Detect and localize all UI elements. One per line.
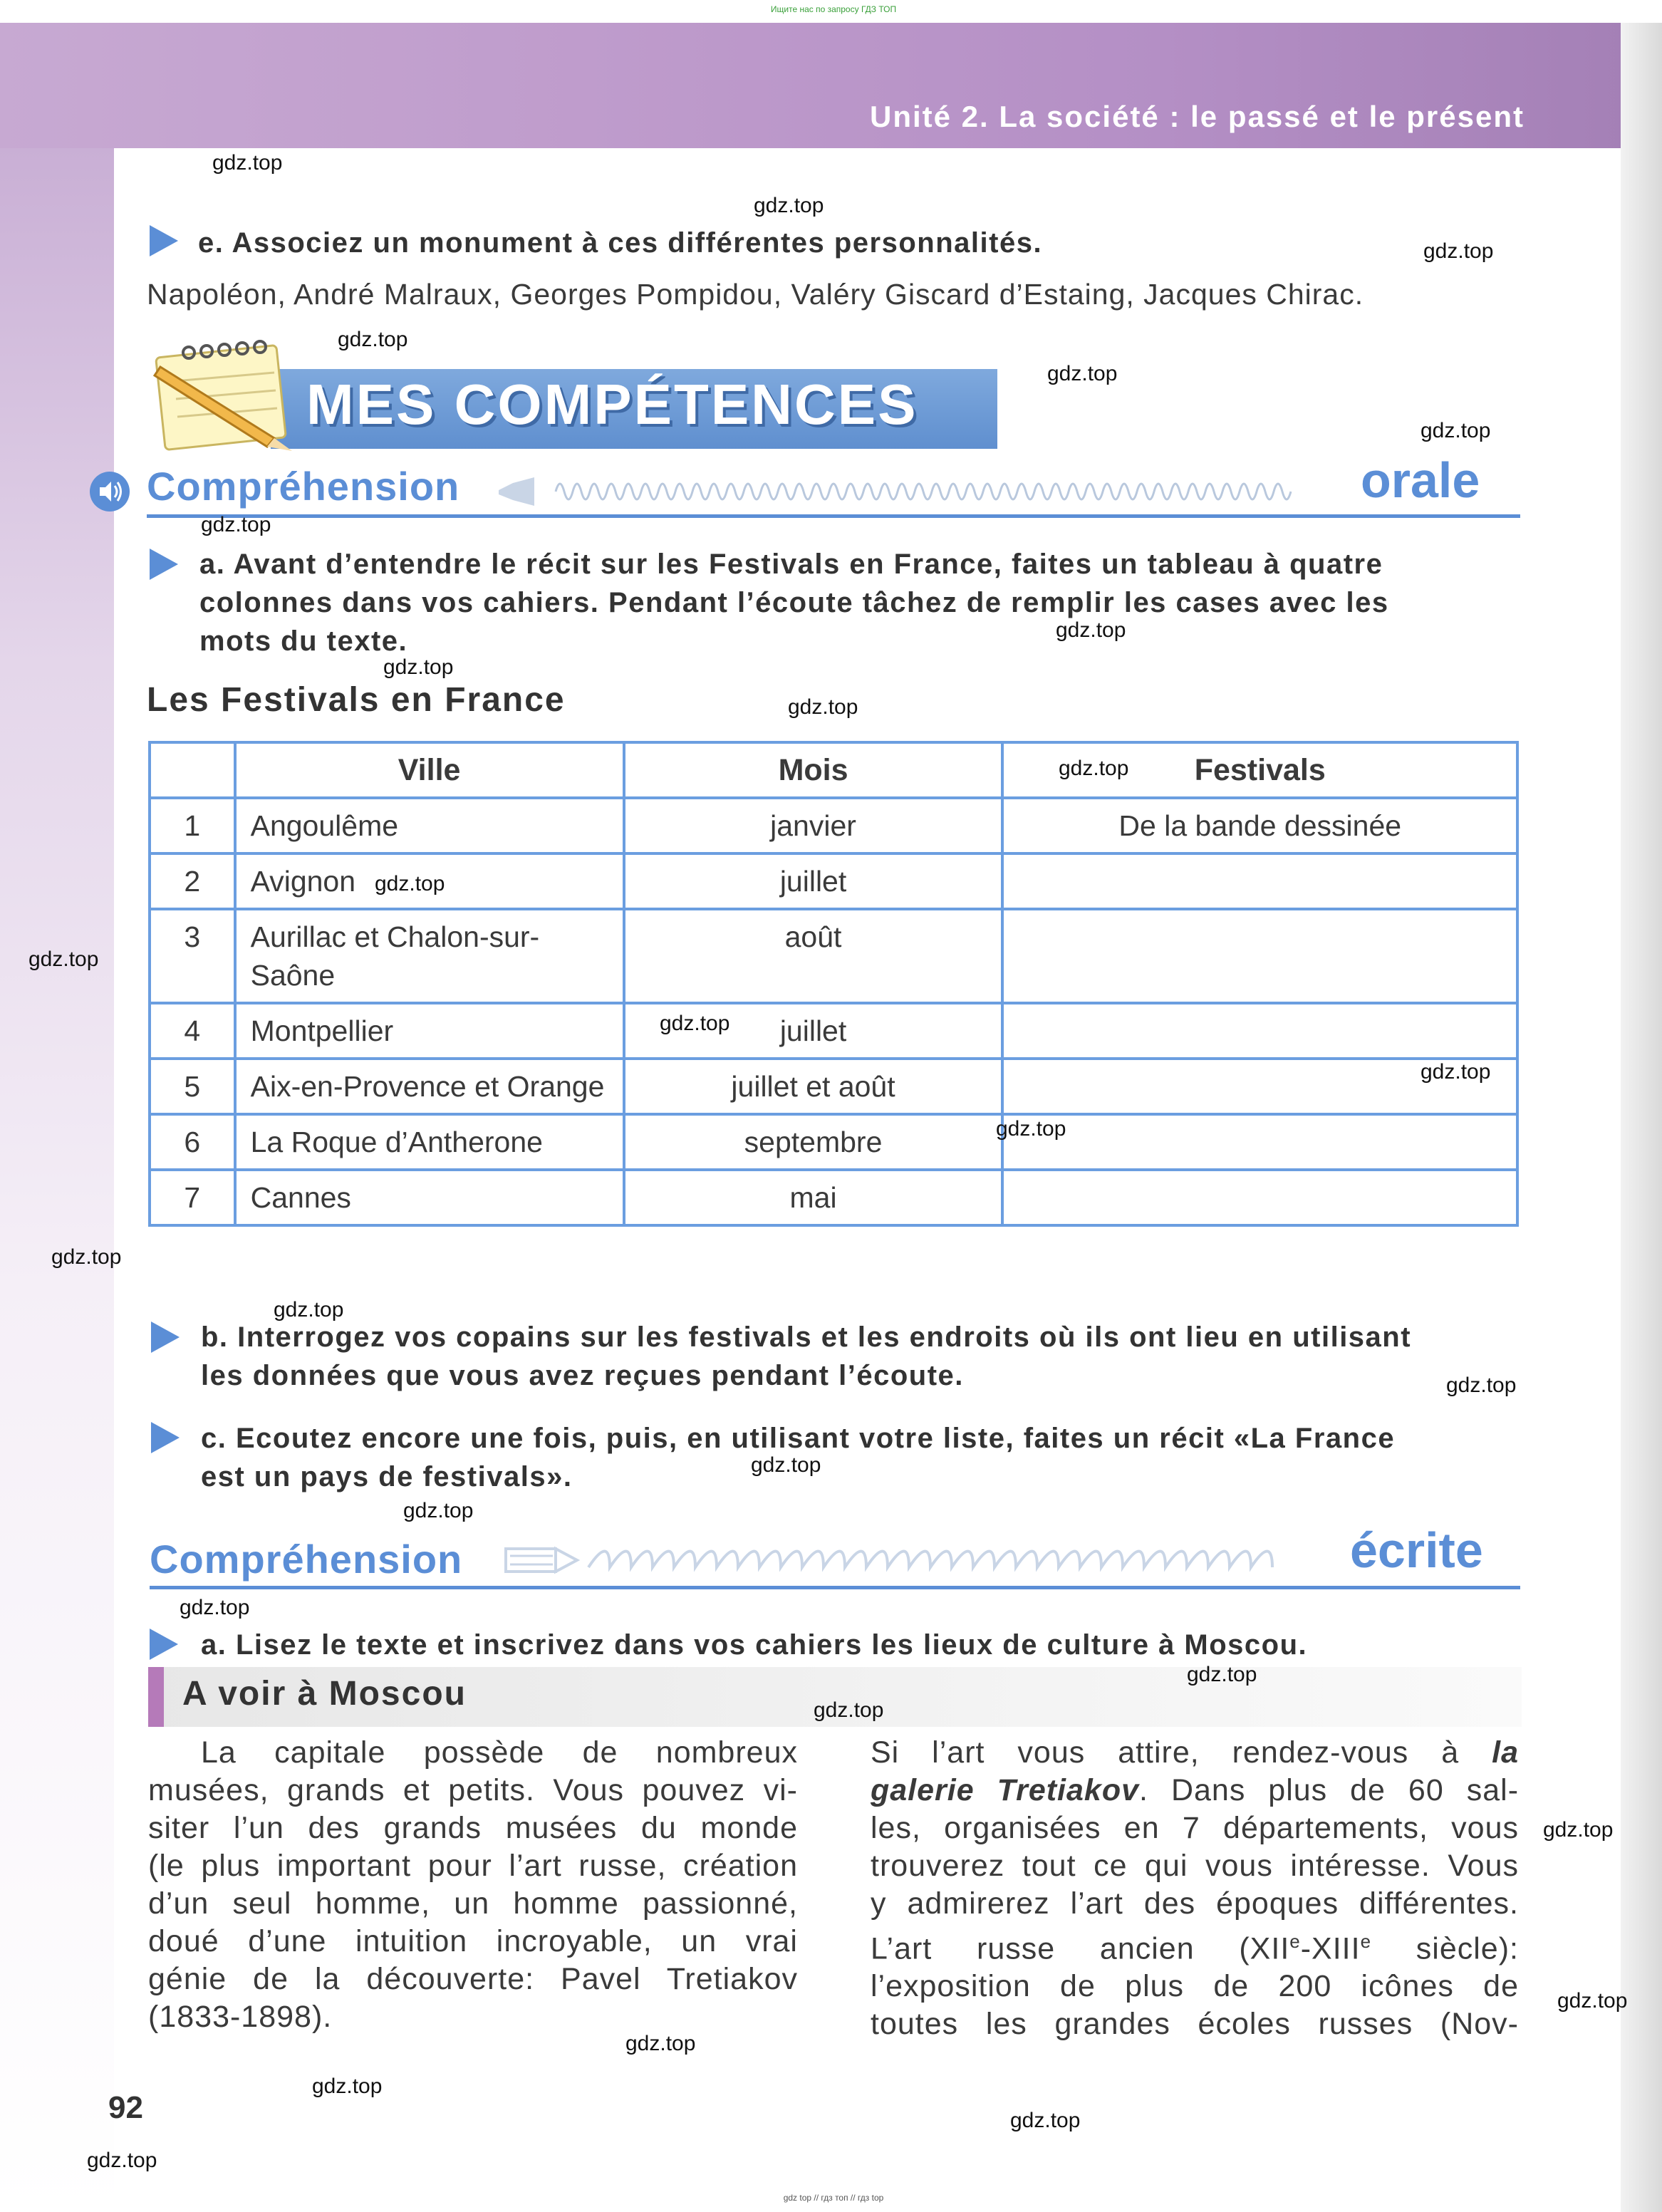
bottom-note: gdz top // гдз топ // гдз top [783,2193,884,2203]
text-line: siter l’un des grands musées du monde [148,1811,798,1845]
personalities-list: Napoléon, André Malraux, Georges Pompidou, Valéry Giscard d’Estaing, Jacques Chirac. [147,278,1364,311]
page-gutter-shadow [1621,23,1662,2212]
row-number: 4 [150,1003,235,1059]
table-row [150,1170,1517,1225]
instruction-line: colonnes dans vos cahiers. Pendant l’écoute tâchez de remplir les cases avec les [199,587,1389,618]
cell-ville: Angoulême [235,798,624,853]
cell-festival: De la bande dessinée [1002,798,1517,853]
watermark: gdz.top [788,695,858,719]
cell-mois: janvier [624,798,1003,853]
exercise-arrow-icon [150,225,178,256]
text-line: (le plus important pour l’art russe, création [148,1849,798,1883]
cell-ville: Cannes [235,1170,624,1225]
cell-ville: Avignon [235,853,624,909]
table-row [150,1114,1517,1170]
unit-title: Unité 2. La société : le passé et le présent [870,100,1525,133]
cell-ville: Aurillac et Chalon-sur-Saône [235,909,624,1003]
watermark: gdz.top [403,1499,474,1522]
watermark: gdz.top [1059,757,1129,780]
table-row [150,1059,1517,1114]
emphasis-text: galerie Tretiakov [871,1773,1140,1807]
watermark: gdz.top [1421,419,1491,442]
text-line: doué d’une intuition incroyable, un vrai [148,1924,798,1958]
text-line [871,1923,1519,1968]
table-row [150,798,1517,853]
watermark: gdz.top [180,1596,250,1619]
audio-speaker-icon [88,470,131,513]
text-column-left [148,1734,798,2036]
row-number: 3 [150,909,235,1003]
row-number: 6 [150,1114,235,1170]
cell-festival [1002,853,1517,909]
text-line: toutes les grandes écoles russes (Nov- [871,2007,1519,2042]
watermark: gdz.top [212,151,283,175]
cell-festival [1002,909,1517,1003]
festival-table [148,741,1519,1227]
instruction-line: est un pays de festivals». [201,1461,573,1492]
instruction-line: b. Interrogez vos copains sur les festivals et les endroits où ils ont lieu en utilisant [201,1322,1412,1353]
left-margin-band [0,148,114,2212]
header-cell-mois: Mois [624,742,1003,798]
oral-section-title: Compréhension [147,464,460,509]
row-number: 5 [150,1059,235,1114]
written-section-title: Compréhension [150,1537,463,1582]
text-fragment: . Dans plus de 60 sal- [1139,1773,1520,1807]
watermark: gdz.top [1543,1818,1614,1842]
watermark: gdz.top [660,1012,730,1035]
superscript: e [1289,1931,1301,1952]
top-note: Ищите нас по запросу ГДЗ ТОП [770,4,897,14]
cell-festival [1002,1003,1517,1059]
instruction-line: c. Ecoutez encore une fois, puis, en utilisant votre liste, faites un récit «La France [201,1423,1396,1454]
text-line [871,1772,1519,1809]
exercise-arrow-icon [151,1422,180,1453]
text-line: (1833-1898). [148,2000,333,2034]
exercise-e-instruction: e. Associez un monument à ces différentes personnalités. [198,227,1043,259]
watermark: gdz.top [1010,2109,1081,2132]
row-number: 7 [150,1170,235,1225]
instruction-line: mots du texte. [199,625,408,657]
watermark: gdz.top [1557,1989,1628,2013]
text-fragment: -XIII [1300,1931,1361,1966]
watermark: gdz.top [1446,1374,1517,1397]
text-line: l’exposition de plus de 200 icônes de [871,1969,1519,2004]
row-number: 2 [150,853,235,909]
cell-ville: Montpellier [235,1003,624,1059]
watermark: gdz.top [338,328,408,351]
text-line: d’un seul homme, un homme passionné, [148,1886,798,1921]
oral-instruction-a [199,545,1496,660]
watermark: gdz.top [375,872,445,895]
text-line: trouverez tout ce qui vous intéresse. Vous [871,1849,1519,1883]
table-row [150,1003,1517,1059]
text-subtitle: A voir à Moscou [182,1675,467,1713]
text-line: musées, grands et petits. Vous pouvez vi- [148,1773,798,1807]
oral-instruction-b [201,1318,1505,1395]
exercise-arrow-icon [151,1322,180,1353]
watermark: gdz.top [751,1453,821,1477]
watermark: gdz.top [274,1298,344,1322]
page-number: 92 [108,2090,143,2125]
text-line [871,1734,1519,1772]
cell-mois: juillet et août [624,1059,1003,1114]
oral-section-title-right: orale [1361,452,1480,508]
watermark: gdz.top [383,655,454,679]
watermark: gdz.top [1187,1663,1257,1686]
watermark: gdz.top [28,947,99,971]
watermark: gdz.top [1423,239,1494,263]
instruction-line: les données que vous avez reçues pendant l’écoute. [201,1360,964,1391]
watermark: gdz.top [51,1245,122,1269]
cell-mois: juillet [624,853,1003,909]
exercise-arrow-icon [150,549,178,580]
cell-ville: La Roque d’Antherone [235,1114,624,1170]
text-fragment: siècle): [1371,1931,1519,1966]
text-column-right [871,1734,1519,2043]
table-header-row [150,742,1517,798]
written-section-rule [150,1586,1520,1589]
watermark: gdz.top [312,2075,383,2098]
cell-mois: août [624,909,1003,1003]
watermark: gdz.top [201,513,271,536]
watermark: gdz.top [996,1117,1066,1141]
watermark: gdz.top [1056,618,1126,642]
watermark: gdz.top [1047,362,1118,385]
sound-wave-decoration [499,470,1354,513]
exercise-arrow-icon [150,1629,178,1660]
text-line: les, organisées en 7 départements, vous [871,1811,1519,1845]
notepad-pencil-icon [146,338,310,452]
handwriting-decoration [503,1539,1344,1582]
cell-mois: juillet [624,1003,1003,1059]
superscript: e [1360,1931,1372,1952]
oral-section-rule [147,514,1520,518]
table-row [150,853,1517,909]
competences-title: MES COMPÉTENCES [306,373,918,436]
text-fragment: L’art russe ancien (XII [871,1931,1290,1966]
written-section-title-right: écrite [1350,1522,1483,1578]
oral-instruction-c [201,1419,1505,1496]
emphasis-text: la [1492,1735,1519,1770]
header-cell-ville: Ville [235,742,624,798]
cell-ville: Aix-en-Provence et Orange [235,1059,624,1114]
cell-mois: mai [624,1170,1003,1225]
text-subtitle-marker [148,1667,164,1727]
text-line: génie de la découverte: Pavel Tretiakov [148,1962,798,1996]
watermark: gdz.top [754,194,824,217]
cell-festival [1002,1170,1517,1225]
row-number: 1 [150,798,235,853]
text-line: La capitale possède de nombreux [201,1735,798,1770]
written-instruction-a: a. Lisez le texte et inscrivez dans vos cahiers les lieux de culture à Moscou. [201,1629,1308,1661]
festival-table-title: Les Festivals en France [147,681,566,719]
watermark: gdz.top [1421,1060,1491,1084]
cell-festival [1002,1114,1517,1170]
watermark: gdz.top [814,1698,884,1722]
instruction-line: a. Avant d’entendre le récit sur les Festivals en France, faites un tableau à quatre [199,549,1383,580]
header-cell-num [150,742,235,798]
watermark: gdz.top [87,2149,157,2172]
text-fragment: Si l’art vous attire, rendez-vous à [871,1735,1492,1770]
watermark: gdz.top [625,2032,696,2055]
table-row [150,909,1517,1003]
cell-mois: septembre [624,1114,1003,1170]
header-cell-festivals: Festivals [1002,742,1517,798]
text-line: y admirerez l’art des époques différentes. [871,1886,1519,1921]
